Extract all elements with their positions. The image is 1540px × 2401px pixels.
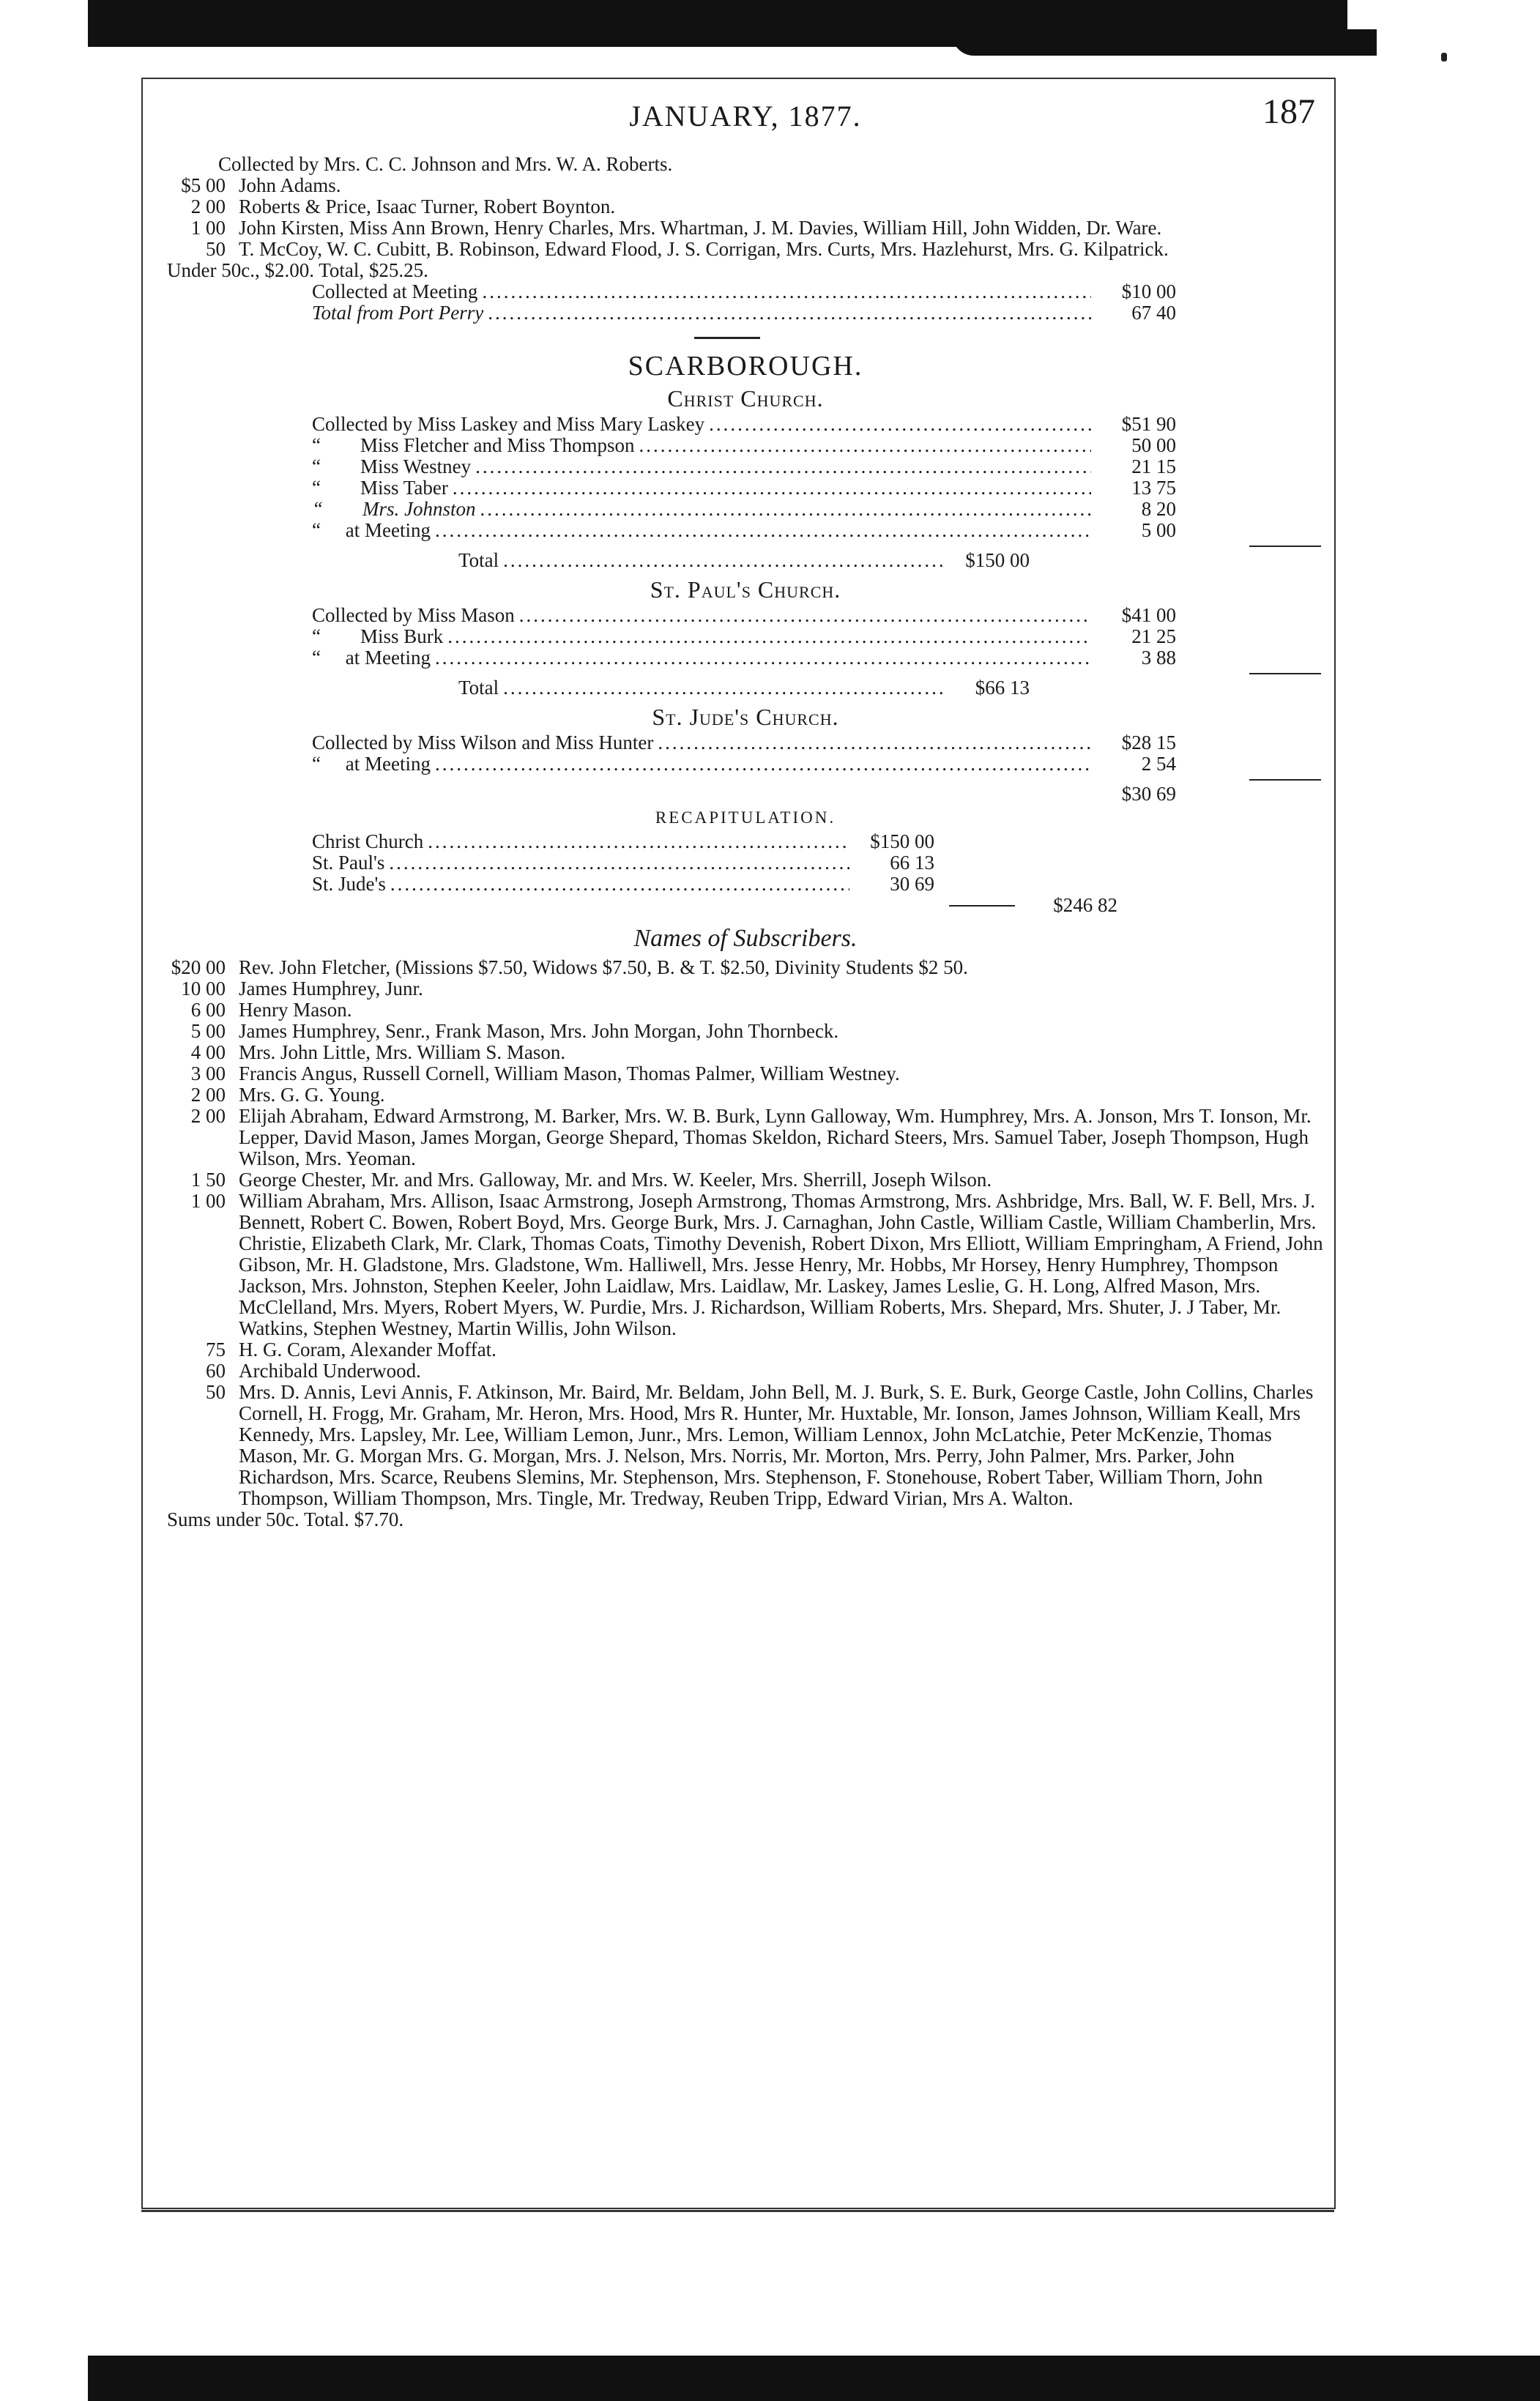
meeting-line — [312, 281, 1176, 302]
list-item — [167, 1106, 1324, 1169]
amount: 2 00 — [190, 1084, 226, 1106]
names: Archibald Underwood. — [239, 1360, 421, 1382]
list-item — [167, 175, 1324, 196]
meeting-value: $10 00 — [1121, 280, 1176, 302]
row-label: Christ Church — [312, 830, 424, 852]
total-value: $150 00 — [965, 549, 1030, 571]
row-value: 8 20 — [1141, 498, 1176, 520]
names: Mrs. G. G. Young. — [239, 1084, 385, 1106]
list-item — [312, 520, 1176, 541]
recap-list — [312, 831, 1117, 916]
names: James Humphrey, Junr. — [239, 978, 423, 1000]
list-item — [312, 732, 1176, 753]
names: John Adams. — [239, 174, 341, 196]
row-label: Collected by Miss Wilson and Miss Hunter — [312, 732, 654, 753]
row-value: 2 54 — [1141, 753, 1176, 775]
christ-church-total — [458, 550, 1030, 571]
scarborough-section — [167, 349, 1324, 916]
subscribers-section — [167, 920, 1324, 1530]
st-pauls-total — [458, 677, 1030, 699]
row-value: 13 75 — [1131, 477, 1176, 499]
total-value: $30 69 — [1121, 783, 1176, 805]
names: James Humphrey, Senr., Frank Mason, Mrs. John Morgan, John Thornbeck. — [239, 1020, 839, 1042]
list-item — [167, 1169, 1324, 1191]
amount: 50 — [206, 238, 226, 260]
list-item — [167, 1339, 1324, 1360]
section-divider — [694, 337, 760, 339]
list-item — [312, 831, 934, 852]
list-item — [312, 456, 1176, 477]
amount: $20 00 — [171, 956, 226, 978]
row-label: “ Miss Taber — [312, 477, 448, 499]
section-title: SCARBOROUGH. — [628, 351, 863, 381]
row-value: $41 00 — [1121, 604, 1176, 626]
port-perry-total-line — [312, 302, 1176, 324]
total-value: $246 82 — [1053, 894, 1117, 916]
amount: $5 00 — [181, 174, 226, 196]
under-line: Under 50c., $2.00. Total, $25.25. — [167, 259, 428, 281]
names: William Abraham, Mrs. Allison, Isaac Armstrong, Joseph Armstrong, Thomas Armstrong, Mrs. Ashbridge, Mrs. Ball, W. F. Bell, Mrs. J. Bennett, Robert C. Bowen, Robert Boyd, Mrs. George Burk, Mrs. J. Carnaghan, John Castle, William Castle, William Chamberlin, Mrs. Christie, Elizabeth Clark, Mr. Clark, Thomas Coats, Timothy Devenish, Robert Dixon, Mrs Elliott, William Empringham, A Friend, John Gibson, Mr. H. Gladstone, Mrs. Gladstone, Wm. Halliwell, Mrs. Jesse Henry, Mr. Hobbs, Mr Horsey, Henry Humphrey, Thompson Jackson, Mrs. Johnston, Stephen Keeler, John Laidlaw, Mrs. Laidlaw, Mr. Laskey, James Leslie, G. H. Long, Alfred Mason, Mrs. McClelland, Mrs. Myers, Robert Myers, W. Purdie, Mrs. J. Richardson, William Roberts, Mrs. Shepard, Mrs. Shuter, J. J Taber, Mr. Watkins, Stephen Westney, Martin Willis, John Wilson. — [239, 1190, 1323, 1339]
names: T. McCoy, W. C. Cubitt, B. Robinson, Edward Flood, J. S. Corrigan, Mrs. Curts, Mrs. Hazlehurst, Mrs. G. Kilpatrick. — [239, 238, 1169, 260]
list-item — [312, 477, 1176, 499]
amount: 3 00 — [190, 1062, 226, 1084]
names: Francis Angus, Russell Cornell, William Mason, Thomas Palmer, William Westney. — [239, 1062, 900, 1084]
amount: 2 00 — [190, 196, 226, 217]
row-label: “ at Meeting — [312, 647, 431, 669]
amount: 6 00 — [190, 999, 226, 1021]
page-body — [167, 88, 1324, 1530]
amount: 1 00 — [190, 1190, 226, 1212]
row-label: “ at Meeting — [312, 519, 431, 541]
recap-title: RECAPITULATION. — [655, 808, 836, 827]
row-label: “ Miss Burk — [312, 625, 444, 647]
scan-speck — [1441, 53, 1447, 62]
total-label: Total from Port Perry — [312, 302, 484, 324]
row-label: St. Paul's — [312, 852, 385, 874]
list-item — [312, 647, 1176, 669]
row-value: 50 00 — [1131, 434, 1176, 456]
names: Mrs. D. Annis, Levi Annis, F. Atkinson, Mr. Baird, Mr. Beldam, John Bell, M. J. Burk, S. E. Burk, George Castle, John Collins, Charles Cornell, H. Frogg, Mr. Graham, Mr. Heron, Mrs. Hood, Mrs R. Hunter, Mr. Huxtable, Mr. Ionson, James Johnson, William Keall, Mrs Kennedy, Mrs. Lapsley, Mr. Lee, William Lemon, Junr., Mrs. Lemon, William Lennox, John McLatchie, Peter McKenzie, Thomas Mason, Mr. G. Morgan Mrs. G. Morgan, Mrs. J. Nelson, Mrs. Norris, Mr. Morton, Mrs. Perry, John Palmer, Mrs. Parker, John Richardson, Mrs. Scarce, Reubens Slemins, Mr. Stephenson, Mrs. Stephenson, F. Stonehouse, Robert Taber, William Thorn, John Thompson, William Thompson, Mrs. Tingle, Mr. Tredway, Reuben Tripp, Edward Virian, Mrs A. Walton. — [239, 1381, 1314, 1509]
row-value: 66 13 — [890, 852, 934, 874]
names: Rev. John Fletcher, (Missions $7.50, Widows $7.50, B. & T. $2.50, Divinity Students $2 50. — [239, 956, 968, 978]
recap-grand-total — [312, 895, 1117, 916]
row-label: “ Miss Westney — [312, 455, 472, 477]
subscribers-list — [167, 957, 1324, 1509]
christ-church-list — [312, 414, 1176, 547]
subscribers-footer: Sums under 50c. Total. $7.70. — [167, 1508, 404, 1530]
collected-by-line: Collected by Mrs. C. C. Johnson and Mrs. W. A. Roberts. — [218, 153, 673, 175]
list-item — [167, 1382, 1324, 1509]
list-item — [167, 1000, 1324, 1021]
row-label: St. Jude's — [312, 873, 386, 895]
list-item — [167, 1063, 1324, 1084]
names: Henry Mason. — [239, 999, 352, 1021]
total-label: Total — [458, 677, 499, 699]
names: Elijah Abraham, Edward Armstrong, M. Barker, Mrs. W. B. Burk, Lynn Galloway, Wm. Humphrey, Mrs. A. Jonson, Mrs T. Ionson, Mr. Lepper, David Mason, James Morgan, George Shepard, Thomas Skeldon, Richard Steers, Mrs. Samuel Taber, Joseph Thompson, Hugh Wilson, Mrs. Yeoman. — [239, 1105, 1312, 1169]
sum-rule — [1249, 546, 1321, 547]
scan-edge-bottom — [88, 2356, 1540, 2401]
amount: 4 00 — [190, 1041, 226, 1063]
bottom-rule — [141, 2210, 1334, 2212]
row-value: 21 15 — [1131, 455, 1176, 477]
meeting-label: Collected at Meeting — [312, 280, 478, 302]
page-number: 187 — [1262, 92, 1315, 131]
list-item — [312, 435, 1176, 456]
names: John Kirsten, Miss Ann Brown, Henry Charles, Mrs. Whartman, J. M. Davies, William Hill, John Widden, Dr. Ware. — [239, 217, 1162, 239]
list-item — [312, 414, 1176, 435]
list-item — [167, 217, 1324, 239]
names: George Chester, Mr. and Mrs. Galloway, Mr. and Mrs. W. Keeler, Mrs. Sherrill, Joseph Wilson. — [239, 1169, 992, 1191]
row-value: $28 15 — [1121, 732, 1176, 753]
list-item — [312, 626, 1176, 647]
port-perry-section — [167, 154, 1324, 324]
amount: 5 00 — [190, 1020, 226, 1042]
sum-rule — [1249, 673, 1321, 674]
total-value: 67 40 — [1131, 302, 1176, 324]
sum-rule — [1249, 779, 1321, 781]
names: Roberts & Price, Isaac Turner, Robert Boynton. — [239, 196, 616, 217]
st-judes-title: St. Jude's Church. — [652, 704, 839, 730]
st-judes-list — [312, 732, 1176, 805]
total-value: $66 13 — [975, 677, 1030, 699]
list-item — [312, 874, 934, 895]
names: Mrs. John Little, Mrs. William S. Mason. — [239, 1041, 566, 1063]
row-value: $150 00 — [870, 830, 934, 852]
st-pauls-title: St. Paul's Church. — [650, 576, 841, 603]
list-item — [312, 605, 1176, 626]
page-title: JANUARY, 1877. — [629, 100, 862, 133]
amount: 60 — [206, 1360, 226, 1382]
row-label: Collected by Miss Laskey and Miss Mary Laskey — [312, 413, 705, 435]
list-item — [167, 957, 1324, 978]
list-item — [167, 1084, 1324, 1106]
list-item — [312, 852, 934, 874]
page-header — [167, 88, 1324, 154]
list-item — [167, 1191, 1324, 1339]
amount: 50 — [206, 1381, 226, 1403]
list-item — [167, 1042, 1324, 1063]
list-item — [167, 978, 1324, 1000]
total-label: Total — [458, 549, 499, 571]
scan-edge-top-shadow — [952, 29, 1377, 56]
row-value: $51 90 — [1121, 413, 1176, 435]
subscribers-title: Names of Subscribers. — [633, 925, 858, 952]
list-item — [167, 1021, 1324, 1042]
amount: 1 50 — [190, 1169, 226, 1191]
sum-rule — [949, 905, 1015, 907]
christ-church-title: Christ Church. — [667, 385, 824, 412]
amount: 1 00 — [190, 217, 226, 239]
row-label: “ at Meeting — [312, 753, 431, 775]
amount: 10 00 — [181, 978, 226, 1000]
row-value: 30 69 — [890, 873, 934, 895]
row-label: “ Miss Fletcher and Miss Thompson — [312, 434, 635, 456]
row-value: 21 25 — [1131, 625, 1176, 647]
list-item — [167, 239, 1324, 260]
row-value: 5 00 — [1141, 519, 1176, 541]
amount: 75 — [206, 1339, 226, 1360]
st-pauls-list — [312, 605, 1176, 674]
row-value: 3 88 — [1141, 647, 1176, 669]
names: H. G. Coram, Alexander Moffat. — [239, 1339, 496, 1360]
list-item — [167, 1360, 1324, 1382]
st-judes-total — [312, 783, 1176, 805]
list-item — [312, 753, 1176, 775]
row-label: Collected by Miss Mason — [312, 604, 515, 626]
list-item — [312, 499, 1176, 520]
amount: 2 00 — [190, 1105, 226, 1127]
row-label: “ Mrs. Johnston — [312, 498, 476, 520]
list-item — [167, 196, 1324, 217]
